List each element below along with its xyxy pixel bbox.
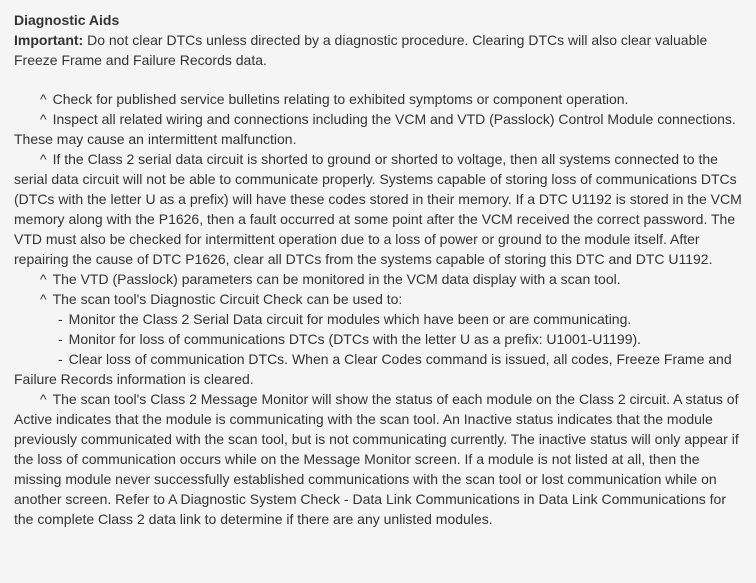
list-item-text: The scan tool's Class 2 Message Monitor will show the status of each module on the Class 2 circuit. A status of Active indicates that the module is communicating with the scan tool. An Inactive status indicates that the module previously communicated with the scan tool, but is not communicating currently. The inactive status will only appear if the loss of communication occurs while on the Message Monitor screen. If a module is not listed at all, then the missing module never successfully established communications with the scan tool or lost communication while on another screen. Refer to A Diagnostic System Check - Data Link Communications in Data Link Communications for the complete Class 2 data link to determine if there are any unlisted modules. — [14, 391, 739, 527]
caret-icon: ^ — [40, 291, 47, 307]
sub-list-item-text: Monitor the Class 2 Serial Data circuit for modules which have been or are communicating. — [68, 311, 632, 327]
caret-icon: ^ — [40, 391, 47, 407]
caret-icon: ^ — [40, 151, 47, 167]
list-item — [14, 389, 742, 529]
bullet-list — [14, 89, 742, 529]
document-content — [14, 10, 742, 529]
caret-icon: ^ — [40, 91, 47, 107]
sub-list-item — [14, 349, 742, 389]
sub-list-item-text: Clear loss of communication DTCs. When a Clear Codes command is issued, all codes, Freeze Frame and Failure Records information is cleared. — [14, 351, 732, 387]
important-text: Do not clear DTCs unless directed by a diagnostic procedure. Clearing DTCs will also clear valuable Freeze Frame and Failure Records data. — [14, 32, 708, 68]
list-item-text: The VTD (Passlock) parameters can be monitored in the VCM data display with a scan tool. — [52, 271, 621, 287]
dash-icon: - — [58, 311, 63, 327]
list-item-text: Check for published service bulletins relating to exhibited symptoms or component operation. — [52, 91, 629, 107]
caret-icon: ^ — [40, 271, 47, 287]
list-item — [14, 149, 742, 269]
list-item-text: Inspect all related wiring and connections including the VCM and VTD (Passlock) Control Module connections. These may cause an intermittent malfunction. — [14, 111, 736, 147]
list-item-text: If the Class 2 serial data circuit is shorted to ground or shorted to voltage, then all systems connected to the serial data circuit will not be able to communicate properly. Systems capable of storing loss of communications DTCs (DTCs with the letter U as a prefix) will have these codes stored in their memory. If a DTC U1192 is stored in the VCM memory along with the P1626, then a fault occurred at some point after the VCM received the correct password. The VTD must also be checked for intermittent operation due to a loss of power or ground to the module itself. After repairing the cause of DTC P1626, clear all DTCs from the systems capable of storing this DTC and DTC U1192. — [14, 151, 742, 267]
important-note — [14, 30, 742, 70]
list-item — [14, 89, 742, 109]
list-item — [14, 269, 742, 289]
section-title: Diagnostic Aids — [14, 12, 120, 28]
list-item — [14, 289, 742, 309]
list-item-text: The scan tool's Diagnostic Circuit Check can be used to: — [52, 291, 403, 307]
caret-icon: ^ — [40, 111, 47, 127]
dash-icon: - — [58, 331, 63, 347]
dash-icon: - — [58, 351, 63, 367]
sub-list-item — [14, 309, 742, 329]
important-label: Important: — [14, 32, 84, 48]
sub-list-item — [14, 329, 742, 349]
list-item — [14, 109, 742, 149]
sub-list-item-text: Monitor for loss of communications DTCs (DTCs with the letter U as a prefix: U1001-U1199). — [68, 331, 642, 347]
